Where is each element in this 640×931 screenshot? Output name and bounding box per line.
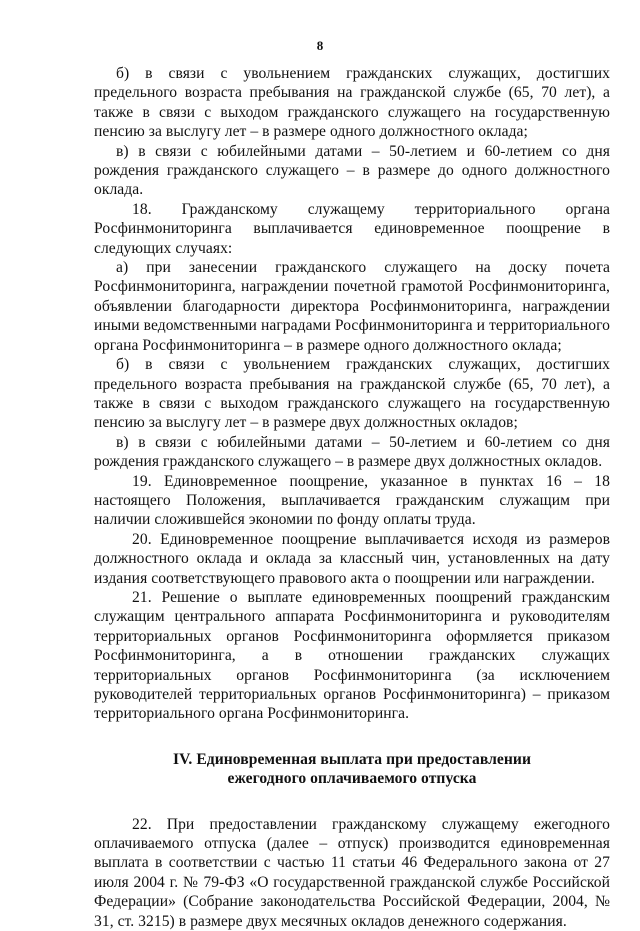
paragraph-v-jubilee-1: в) в связи с юбилейными датами – 50-летием и 60-летием со дня рождения гражданского служащего – в размере до одного должностного оклада. <box>94 142 610 199</box>
page-number: 8 <box>316 38 324 53</box>
paragraphs-bottom <box>94 815 610 931</box>
paragraph-b-retirement-1: б) в связи с увольнением гражданских служащих, достигших предельного возраста пребывания на гражданской службе (65, 70 лет), а также в связи с выходом гражданского служащего на государственную пенсию за выслугу лет – в размере одного должностного оклада; <box>94 65 610 141</box>
paragraph-18: 18. Гражданскому служащему территориального органа Росфинмониторинга выплачивается единовременное поощрение в следующих случаях: <box>94 200 610 257</box>
section-heading-line-1: IV. Единовременная выплата при предоставлении <box>173 750 531 768</box>
section-heading <box>94 750 610 789</box>
paragraphs-top <box>94 64 610 724</box>
section-heading-line-2: ежегодного оплачиваемого отпуска <box>227 770 477 788</box>
paragraph-b-retirement-2: б) в связи с увольнением гражданских служащих, достигших предельного возраста пребывания на гражданской службе (65, 70 лет), а также в связи с выходом гражданского служащего на государственную пенсию за выслугу лет – в размере двух должностных окладов; <box>94 356 610 432</box>
paragraph-22: 22. При предоставлении гражданскому служащему ежегодного оплачиваемого отпуска (далее – отпуск) производится единовременная выплата в соответствии с частью 11 статьи 46 Федерального закона от 27 июля 2004 г. № 79-ФЗ «О государственной гражданской службе Российской Федерации» (Собрание законодательства Российской Федерации, 2004, № 31, ст. 3215) в размере двух месячных окладов денежного содержания. <box>94 815 610 930</box>
paragraph-a-honor: а) при занесении гражданского служащего на доску почета Росфинмониторинга, награждении почетной грамотой Росфинмониторинга, объявлении благодарности директора Росфинмониторинга, награждении иными ведомственными наградами Росфинмониторинга и территориального органа Росфинмониторинга – в размере одного должностного оклада; <box>94 259 610 354</box>
paragraph-20: 20. Единовременное поощрение выплачивается исходя из размеров должностного оклада и оклада за классный чин, установленных на дату издания соответствующего правового акта о поощрении или награждении. <box>94 530 610 587</box>
document-body <box>94 64 610 931</box>
paragraph-21: 21. Решение о выплате единовременных поощрений гражданским служащим центрального аппарата Росфинмониторинга и руководителям территориальных органов Росфинмониторинга оформляется приказом Росфинмониторинга, а в отношении гражданских служащих территориальных органов Росфинмониторинга (за исключением руководителей территориальных органов Росфинмониторинга) – приказом территориального органа Росфинмониторинга. <box>94 588 610 723</box>
paragraph-v-jubilee-2: в) в связи с юбилейными датами – 50-летием и 60-летием со дня рождения гражданского служащего – в размере двух должностных окладов. <box>94 433 610 471</box>
paragraph-19: 19. Единовременное поощрение, указанное в пунктах 16 – 18 настоящего Положения, выплачивается гражданским служащим при наличии сложившейся экономии по фонду оплаты труда. <box>94 472 610 529</box>
